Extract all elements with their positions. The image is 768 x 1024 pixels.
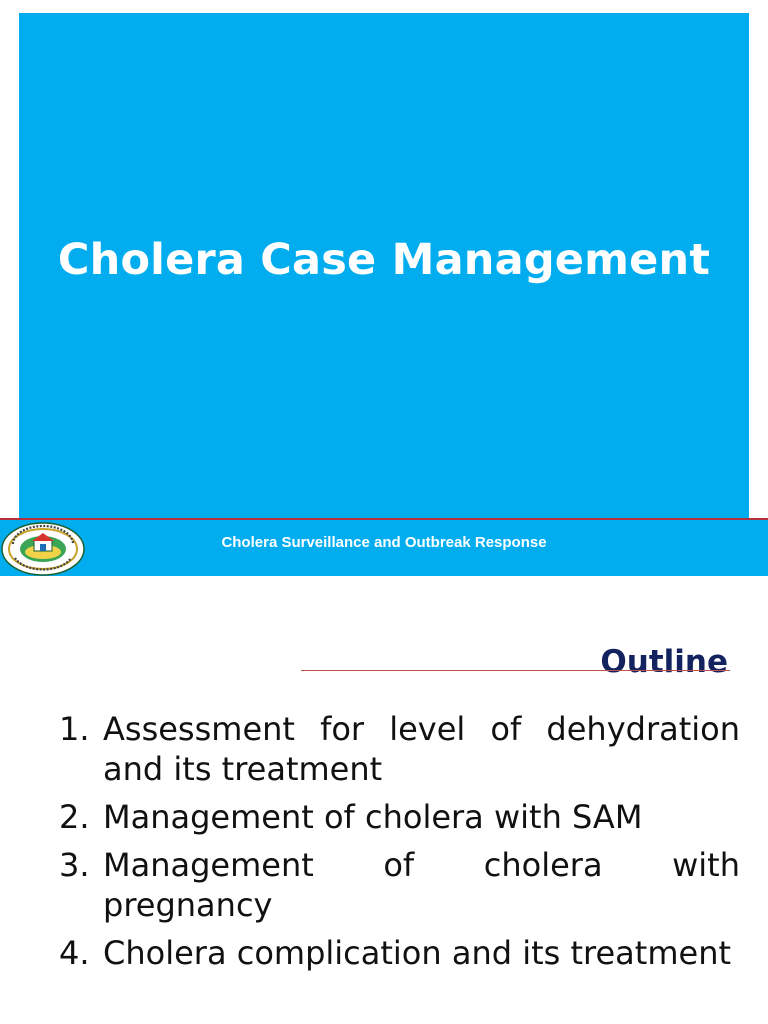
outline-heading: Outline (600, 643, 728, 680)
slide-title: Cholera Case Management (57, 235, 711, 285)
outline-item (56, 709, 740, 789)
banner-title: Cholera Surveillance and Outbreak Response (221, 534, 547, 551)
outline-item (56, 933, 740, 973)
outline-item (56, 797, 740, 837)
outline-item-number: 2. (59, 798, 90, 836)
outline-list (56, 709, 740, 981)
outline-item-text: Assessment for level of dehydration and its treatment (103, 710, 740, 788)
outline-item-text: Management of cholera with pregnancy (103, 846, 740, 924)
outline-item-text: Management of cholera with SAM (103, 798, 643, 836)
title-slide (19, 13, 749, 519)
heading-divider (301, 670, 730, 671)
outline-item-text: Cholera complication and its treatment (103, 934, 732, 972)
outline-item (56, 845, 740, 925)
outline-item-number: 1. (59, 710, 90, 748)
outline-item-number: 4. (59, 934, 90, 972)
footer-banner (0, 518, 768, 576)
outline-item-number: 3. (59, 846, 90, 884)
